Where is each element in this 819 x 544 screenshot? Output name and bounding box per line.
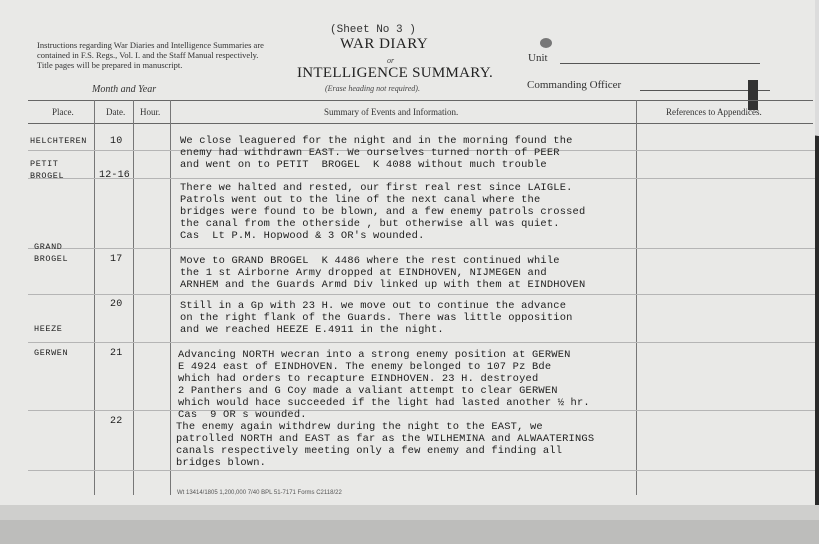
entry-summary-line: Move to GRAND BROGEL K 4486 where the rest continued while [180, 255, 560, 267]
entry-date: 22 [110, 416, 123, 427]
entry-place: PETIT BROGEL [30, 159, 65, 181]
sheet-number: (Sheet No 3 ) [330, 24, 416, 36]
entry-summary-line: There we halted and rested, our first real rest since LAIGLE. [180, 182, 573, 194]
entry-summary-line: and went on to PETIT BROGEL K 4088 without much trouble [180, 159, 547, 171]
entry-summary-line: which would hace succeeded if the light had lasted another ½ hr. [178, 397, 590, 409]
divider-hour-summary [170, 100, 171, 495]
entry-summary-line: which had orders to recapture EINDHOVEN. 23 H. destroyed [178, 373, 539, 385]
divider-summary-refs [636, 100, 637, 495]
entry-summary-line: canals respectively meeting only a few enemy and finding all [176, 445, 563, 457]
entry-place: HELCHTEREN [30, 136, 88, 146]
entry-date: 12-16 [99, 170, 131, 181]
entry-summary-line: 2 Panthers and G Coy made a valiant attempt to clear GERWEN [178, 385, 558, 397]
entry-date: 21 [110, 348, 123, 359]
col-references: References to Appendices. [666, 107, 762, 117]
entry-place: GERWEN [34, 348, 69, 358]
erase-note: (Erase heading not required). [325, 84, 420, 93]
entry-summary-line: and we reached HEEZE E.4911 in the night. [180, 324, 444, 336]
rule [28, 470, 815, 471]
divider-date-hour [133, 100, 134, 495]
commanding-officer-label: Commanding Officer [527, 79, 622, 91]
month-year-label: Month and Year [92, 84, 157, 95]
entry-place: HEEZE [34, 324, 63, 334]
instructions-text: Instructions regarding War Diaries and Intelligence Summaries are contained in F.S. Regs., Vol. I. and the Staff Manual respectively. Title pages will be prepared in manuscript. [37, 40, 264, 70]
col-date: Date. [106, 107, 126, 117]
title-or: or [387, 56, 395, 65]
entry-summary-line: Patrols went out to the line of the next canal where the [180, 194, 541, 206]
col-place: Place. [52, 107, 74, 117]
entry-summary-line: ARNHEM and the Guards Armd Div linked up with them at EINDHOVEN [180, 279, 586, 291]
title-war-diary: WAR DIARY [340, 36, 429, 52]
entry-date: 20 [110, 299, 123, 310]
entry-date: 10 [110, 136, 123, 147]
entry-place: GRAND BROGEL [34, 242, 69, 264]
punch-hole [540, 38, 552, 48]
entry-summary-line: Still in a Gp with 23 H. we move out to continue the advance [180, 300, 567, 312]
column-header-row [28, 100, 813, 124]
entry-summary-line: the canal from the otherside , but otherwise all was quiet. [180, 218, 560, 230]
entry-summary-line: bridges were found to be blown, and a few enemy patrols crossed [180, 206, 586, 218]
entry-summary-line: Advancing NORTH wecran into a strong enemy position at GERWEN [178, 349, 571, 361]
entry-date: 17 [110, 254, 123, 265]
entry-summary-line: E 4924 east of EINDHOVEN. The enemy belonged to 107 Pz Bde [178, 361, 552, 373]
divider-place-date [94, 100, 95, 495]
entry-summary-line: Cas 9 OR s wounded. [178, 409, 307, 421]
rule [28, 248, 815, 249]
col-hour: Hour. [140, 107, 161, 117]
entry-summary-line: Cas Lt P.M. Hopwood & 3 OR's wounded. [180, 230, 425, 242]
title-intelligence-summary: INTELLIGENCE SUMMARY. [297, 65, 494, 81]
entry-summary-line: The enemy again withdrew during the night to the EAST, we [176, 421, 543, 433]
entry-summary-line: patrolled NORTH and EAST as far as the WILHEMINA and ALWAATERINGS [176, 433, 595, 445]
underlying-page-edge [0, 520, 819, 544]
form-print-code: Wt 13414/1805 1,200,000 7/40 BPL 51-7171 Forms C2118/22 [177, 490, 342, 496]
rule [28, 178, 815, 179]
entry-summary-line: bridges blown. [176, 457, 267, 469]
col-summary: Summary of Events and Information. [324, 107, 459, 117]
rule [28, 410, 815, 411]
rule [28, 294, 815, 295]
entry-summary-line: enemy had withdrawn EAST. We ourselves turned north of PEER [180, 147, 560, 159]
unit-line [560, 63, 760, 64]
entry-summary-line: We close leaguered for the night and in the morning found the [180, 135, 573, 147]
entry-summary-line: the 1 st Airborne Army dropped at EINDHOVEN, NIJMEGEN and [180, 267, 547, 279]
unit-label: Unit [528, 52, 548, 64]
entry-summary-line: on the right flank of the Guards. There was little opposition [180, 312, 573, 324]
rule [28, 342, 815, 343]
